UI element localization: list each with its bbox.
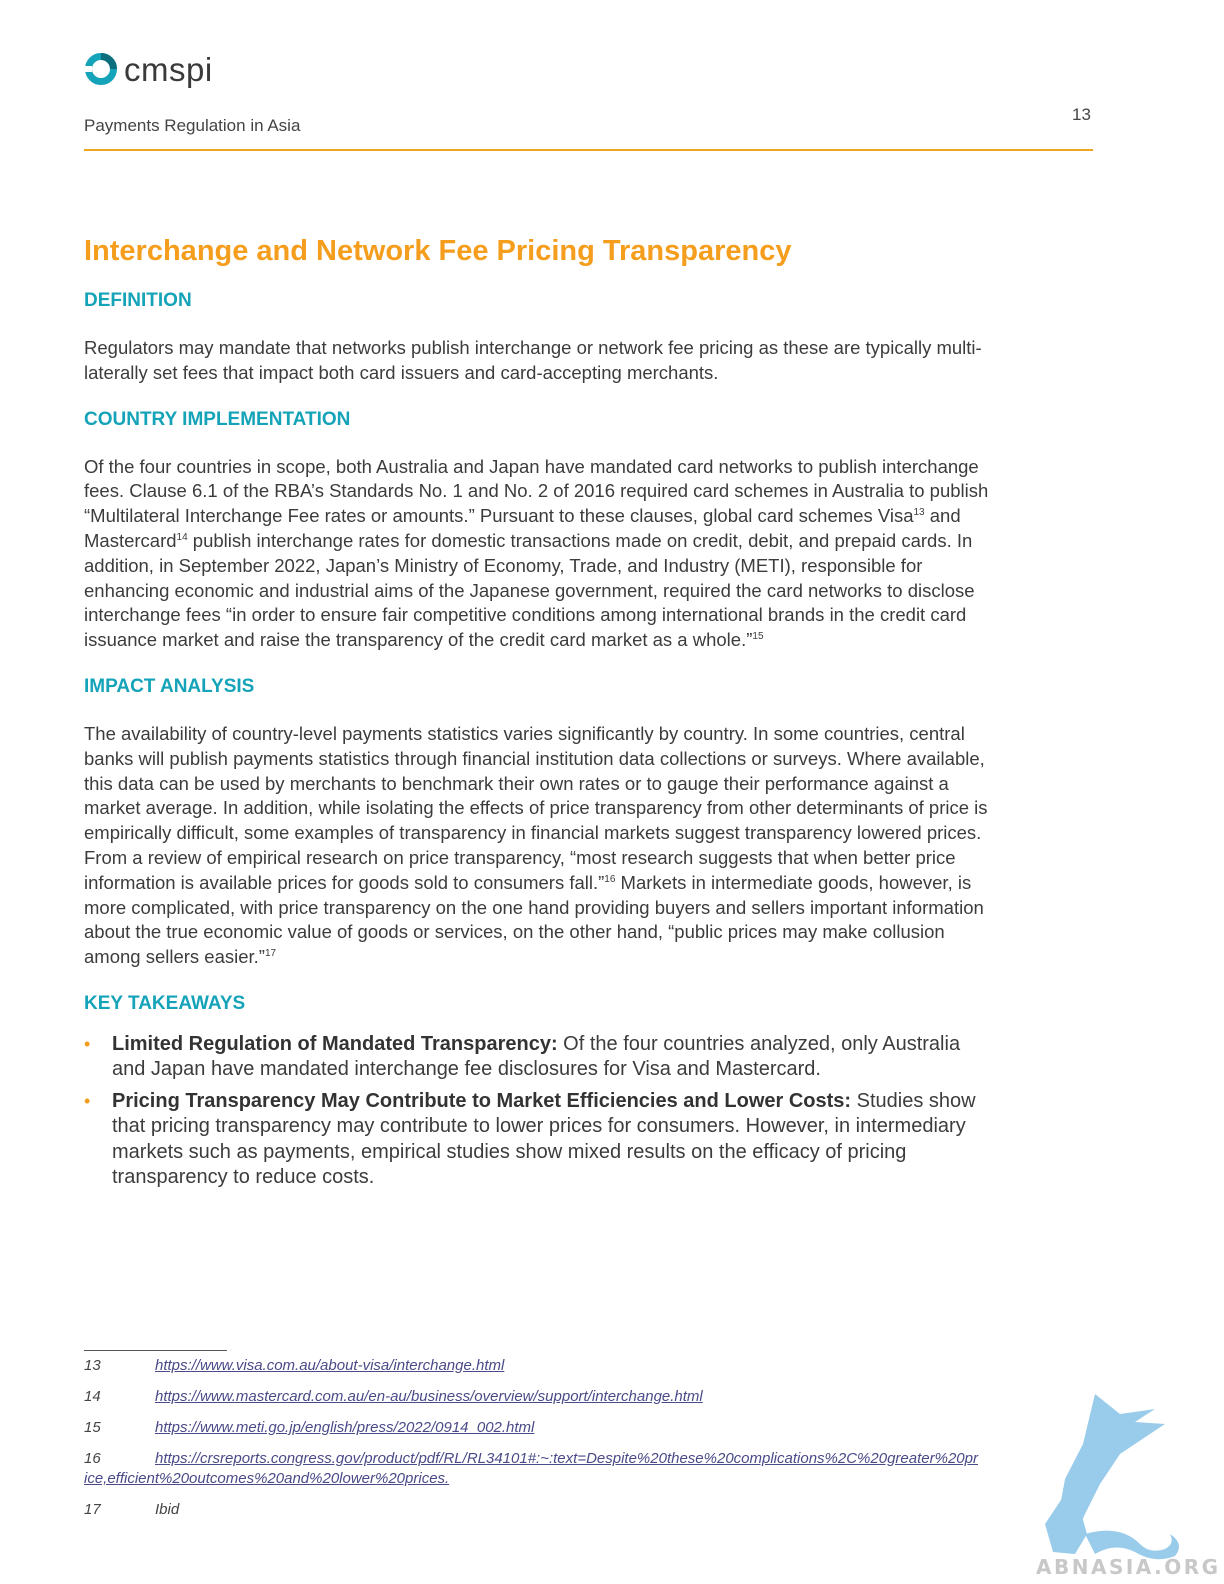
footnote-item [84,1356,979,1376]
footnote-text: Ibid [155,1501,180,1518]
logo-text: cmspi [124,50,213,88]
takeaway-text: Of the four countries analyzed, only Australia and Japan have mandated interchange fee disclosures for Visa and Mastercard. [112,1032,961,1081]
footnote-link[interactable]: https://www.mastercard.com.au/en-au/business/overview/support/interchange.html [155,1388,703,1405]
page-title: Interchange and Network Fee Pricing Transparency [84,235,792,267]
page-number: 13 [1072,105,1091,124]
footnote-item [84,1387,979,1407]
list-item [84,1032,989,1083]
footnote-ref-17[interactable]: 17 [264,947,277,959]
section-heading-key-takeaways: KEY TAKEAWAYS [84,992,246,1014]
footnote-link[interactable]: https://crsreports.congress.gov/product/pdf/RL/RL34101#:~:text=Despite%20these%20complications%2C%20greater%20price,efficient%20outcomes%20and%20lower%20prices. [84,1450,978,1487]
key-takeaways-list [84,1032,989,1191]
footnote-item [84,1500,979,1520]
ci-text-3: publish interchange rates for domestic transactions made on credit, debit, and prepaid cards. In addition, in September 2022, Japan’s Ministry of Economy, Trade, and Industry (METI), responsible for enhancing economic and industrial aims of the Japanese government, required the card networks to disclose interchange fees “in order to ensure fair competitive conditions among international brands in the credit card issuance market and raise the transparency of the credit card market as a whole.” [84,529,975,651]
footnote-ref-15[interactable]: 15 [752,631,764,643]
takeaway-text: Studies show that pricing transparency may contribute to lower prices for consumers. However, in intermediary markets such as payments, empirical studies show mixed results on the efficacy of pricing transparency to reduce costs. [112,1089,976,1189]
header-divider [84,149,1093,151]
ci-text-1: Of the four countries in scope, both Australia and Japan have mandated card networks to publish interchange fees. Clause 6.1 of the RBA’s Standards No. 1 and No. 2 of 2016 required card schemes in Australia to publish “Multilateral Interchange Fee rates or amounts.” Pursuant to these clauses, global card schemes Visa [84,455,989,527]
impact-analysis-paragraph [84,722,989,970]
footnote-number: 16 [84,1450,101,1467]
footnote-item [84,1418,979,1438]
footnote-number: 15 [84,1419,101,1436]
footnote-ref-16[interactable]: 16 [604,873,616,885]
footnote-number: 17 [84,1501,101,1518]
footnote-link[interactable]: https://www.visa.com.au/about-visa/interchange.html [155,1357,505,1374]
ci-text-2: and Mastercard [84,505,961,551]
takeaway-title: Pricing Transparency May Contribute to Market Efficiencies and Lower Costs: [112,1089,852,1112]
list-item [84,1089,989,1191]
main-content [84,232,989,1197]
footnote-number: 14 [84,1388,101,1405]
footnote-link[interactable]: https://www.meti.go.jp/english/press/2022/0914_002.html [155,1419,535,1436]
section-heading-definition: DEFINITION [84,290,192,311]
definition-paragraph: Regulators may mandate that networks publish interchange or network fee pricing as these are typically multi-laterally set fees that impact both card issuers and card-accepting merchants. [84,337,982,383]
watermark-text: ABNASIA.ORG [1036,1555,1221,1579]
takeaway-title: Limited Regulation of Mandated Transparency: [112,1032,558,1055]
ia-text-2: Markets in intermediate goods, however, is more complicated, with price transparency on the one hand providing buyers and sellers important information about the true economic value of goods or services, on the other hand, “public prices may make collusion among sellers easier.” [84,871,984,968]
section-heading-impact-analysis: IMPACT ANALYSIS [84,675,255,697]
bullet-icon: • [84,1033,91,1054]
footnotes [84,1356,979,1531]
footnote-divider [84,1350,227,1351]
section-heading-country-implementation: COUNTRY IMPLEMENTATION [84,408,351,430]
bullet-icon: • [84,1090,91,1111]
footnote-ref-13[interactable]: 13 [913,507,925,519]
griffin-watermark-icon [1025,1384,1205,1569]
logo [84,52,213,86]
document-title: Payments Regulation in Asia [84,116,301,135]
footnote-item [84,1449,979,1489]
ia-text-1: The availability of country-level payments statistics varies significantly by country. In some countries, central banks will publish payments statistics through financial institution data collections or surveys. Where available, this data can be used by merchants to benchmark their own rates or to gauge their performance against a market average. In addition, while isolating the effects of price transparency from other determinants of price is empirically difficult, some examples of transparency in financial markets suggest transparency lowered prices. From a review of empirical research on price transparency, “most research suggests that when better price information is available prices for goods sold to consumers fall.” [84,722,988,893]
country-implementation-paragraph [84,455,989,653]
footnote-ref-14[interactable]: 14 [176,531,188,543]
cmspi-logo-icon [84,52,118,86]
footnote-number: 13 [84,1357,101,1374]
